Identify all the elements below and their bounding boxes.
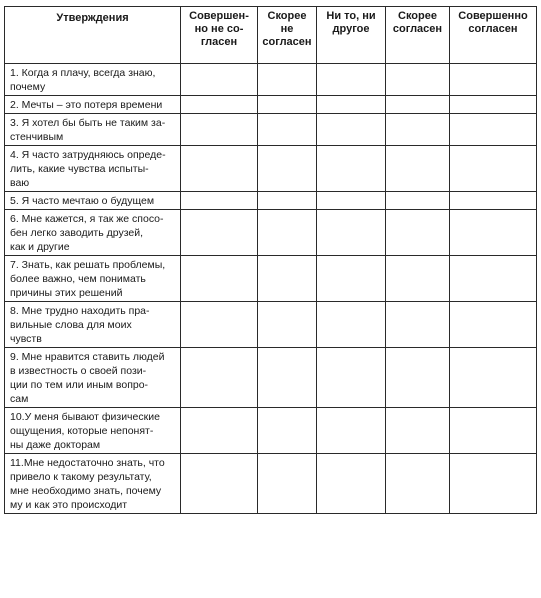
header-line: согласен bbox=[262, 36, 312, 48]
table-row bbox=[5, 408, 537, 454]
answer-cell-strongly-agree[interactable] bbox=[450, 96, 537, 114]
statement-line: мне необходимо знать, почему bbox=[10, 485, 162, 497]
table-row bbox=[5, 348, 537, 408]
answer-cell-strongly-disagree[interactable] bbox=[181, 64, 258, 96]
answer-cell-rather-disagree[interactable] bbox=[258, 114, 317, 146]
statement-line: 7. Знать, как решать проблемы, bbox=[10, 259, 166, 271]
answer-cell-strongly-agree[interactable] bbox=[450, 64, 537, 96]
answer-cell-neutral[interactable] bbox=[317, 114, 386, 146]
header-line: Скорее bbox=[267, 10, 307, 22]
table-row bbox=[5, 256, 537, 302]
statement-line: 6. Мне кажется, я так же спосо- bbox=[10, 213, 164, 225]
statement-cell bbox=[5, 348, 181, 408]
statement-line: ции по тем или иным вопро- bbox=[10, 379, 149, 391]
answer-cell-rather-disagree[interactable] bbox=[258, 454, 317, 514]
answer-cell-rather-agree[interactable] bbox=[386, 210, 450, 256]
answer-cell-strongly-agree[interactable] bbox=[450, 210, 537, 256]
answer-cell-strongly-disagree[interactable] bbox=[181, 454, 258, 514]
statement-line: 1. Когда я плачу, всегда знаю, bbox=[10, 67, 156, 79]
answer-cell-neutral[interactable] bbox=[317, 96, 386, 114]
header-line: Ни то, ни bbox=[326, 10, 376, 22]
statement-cell bbox=[5, 210, 181, 256]
answer-cell-rather-agree[interactable] bbox=[386, 114, 450, 146]
answer-cell-rather-disagree[interactable] bbox=[258, 302, 317, 348]
header-line: Совершен- bbox=[189, 10, 249, 22]
answer-cell-rather-agree[interactable] bbox=[386, 192, 450, 210]
statement-line: ваю bbox=[10, 177, 30, 189]
statement-line: бен легко заводить друзей, bbox=[10, 227, 144, 239]
table-row bbox=[5, 114, 537, 146]
header-rather-agree bbox=[386, 7, 450, 64]
header-strongly-agree bbox=[450, 7, 537, 64]
answer-cell-neutral[interactable] bbox=[317, 146, 386, 192]
answer-cell-rather-disagree[interactable] bbox=[258, 146, 317, 192]
header-line: но не со- bbox=[194, 23, 244, 35]
table-row bbox=[5, 146, 537, 192]
answer-cell-strongly-disagree[interactable] bbox=[181, 408, 258, 454]
answer-cell-neutral[interactable] bbox=[317, 348, 386, 408]
header-strongly-disagree bbox=[181, 7, 258, 64]
statement-line: 3. Я хотел бы быть не таким за- bbox=[10, 117, 166, 129]
statement-cell bbox=[5, 64, 181, 96]
statement-cell bbox=[5, 454, 181, 514]
answer-cell-neutral[interactable] bbox=[317, 454, 386, 514]
statement-cell bbox=[5, 192, 181, 210]
answer-cell-strongly-disagree[interactable] bbox=[181, 96, 258, 114]
statement-line: лить, какие чувства испыты- bbox=[10, 163, 149, 175]
statement-line: привело к такому результату, bbox=[10, 471, 152, 483]
answer-cell-strongly-disagree[interactable] bbox=[181, 114, 258, 146]
statement-line: почему bbox=[10, 81, 46, 93]
answer-cell-strongly-disagree[interactable] bbox=[181, 192, 258, 210]
table-row bbox=[5, 64, 537, 96]
table-row bbox=[5, 454, 537, 514]
answer-cell-neutral[interactable] bbox=[317, 256, 386, 302]
header-statements bbox=[5, 7, 181, 64]
header-line: гласен bbox=[200, 36, 238, 48]
statement-line: более важно, чем понимать bbox=[10, 273, 146, 285]
header-row bbox=[5, 7, 537, 64]
header-line: другое bbox=[332, 23, 370, 35]
statement-line: причины этих решений bbox=[10, 287, 123, 299]
answer-cell-strongly-agree[interactable] bbox=[450, 146, 537, 192]
header-line: Утверждения bbox=[56, 12, 129, 24]
statement-line: чувств bbox=[10, 333, 42, 345]
answer-cell-rather-agree[interactable] bbox=[386, 454, 450, 514]
statement-line: как и другие bbox=[10, 241, 70, 253]
answer-cell-neutral[interactable] bbox=[317, 64, 386, 96]
statement-cell bbox=[5, 302, 181, 348]
header-rather-disagree bbox=[258, 7, 317, 64]
answer-cell-strongly-agree[interactable] bbox=[450, 114, 537, 146]
statement-line: 5. Я часто мечтаю о будущем bbox=[10, 195, 155, 207]
header-line: Совершенно bbox=[458, 10, 528, 22]
answer-cell-rather-agree[interactable] bbox=[386, 96, 450, 114]
answer-cell-neutral[interactable] bbox=[317, 210, 386, 256]
table-row bbox=[5, 96, 537, 114]
questionnaire-table bbox=[4, 6, 537, 514]
answer-cell-strongly-disagree[interactable] bbox=[181, 302, 258, 348]
answer-cell-strongly-agree[interactable] bbox=[450, 192, 537, 210]
answer-cell-rather-disagree[interactable] bbox=[258, 96, 317, 114]
table-row bbox=[5, 210, 537, 256]
answer-cell-rather-agree[interactable] bbox=[386, 408, 450, 454]
statement-line: 11.Мне недостаточно знать, что bbox=[10, 457, 165, 469]
answer-cell-strongly-agree[interactable] bbox=[450, 408, 537, 454]
answer-cell-rather-agree[interactable] bbox=[386, 146, 450, 192]
statement-line: 8. Мне трудно находить пра- bbox=[10, 305, 150, 317]
answer-cell-rather-disagree[interactable] bbox=[258, 408, 317, 454]
header-neutral bbox=[317, 7, 386, 64]
answer-cell-rather-disagree[interactable] bbox=[258, 210, 317, 256]
answer-cell-strongly-agree[interactable] bbox=[450, 256, 537, 302]
answer-cell-rather-disagree[interactable] bbox=[258, 192, 317, 210]
answer-cell-rather-agree[interactable] bbox=[386, 256, 450, 302]
answer-cell-neutral[interactable] bbox=[317, 408, 386, 454]
statement-line: 9. Мне нравится ставить людей bbox=[10, 351, 165, 363]
header-line: согласен bbox=[392, 23, 443, 35]
answer-cell-neutral[interactable] bbox=[317, 302, 386, 348]
statement-line: му и как это происходит bbox=[10, 499, 128, 511]
answer-cell-neutral[interactable] bbox=[317, 192, 386, 210]
statement-line: стенчивым bbox=[10, 131, 64, 143]
answer-cell-rather-disagree[interactable] bbox=[258, 256, 317, 302]
statement-cell bbox=[5, 146, 181, 192]
statement-cell bbox=[5, 256, 181, 302]
statement-cell bbox=[5, 96, 181, 114]
answer-cell-rather-agree[interactable] bbox=[386, 64, 450, 96]
statement-line: ощущения, которые непонят- bbox=[10, 425, 154, 437]
answer-cell-strongly-agree[interactable] bbox=[450, 302, 537, 348]
answer-cell-rather-disagree[interactable] bbox=[258, 348, 317, 408]
statement-cell bbox=[5, 408, 181, 454]
answer-cell-rather-agree[interactable] bbox=[386, 302, 450, 348]
header-line: не bbox=[280, 23, 294, 35]
answer-cell-strongly-disagree[interactable] bbox=[181, 348, 258, 408]
statement-line: 4. Я часто затрудняюсь опреде- bbox=[10, 149, 166, 161]
header-line: Скорее bbox=[398, 10, 437, 22]
statement-line: вильные слова для моих bbox=[10, 319, 132, 331]
answer-cell-strongly-agree[interactable] bbox=[450, 348, 537, 408]
answer-cell-strongly-disagree[interactable] bbox=[181, 256, 258, 302]
answer-cell-strongly-agree[interactable] bbox=[450, 454, 537, 514]
statement-line: в известность о своей пози- bbox=[10, 365, 147, 377]
table-row bbox=[5, 192, 537, 210]
statement-line: 10.У меня бывают физические bbox=[10, 411, 160, 423]
table-row bbox=[5, 302, 537, 348]
statement-cell bbox=[5, 114, 181, 146]
answer-cell-rather-agree[interactable] bbox=[386, 348, 450, 408]
statement-line: 2. Мечты – это потеря времени bbox=[10, 99, 163, 111]
answer-cell-strongly-disagree[interactable] bbox=[181, 146, 258, 192]
header-line: согласен bbox=[468, 23, 518, 35]
answer-cell-rather-disagree[interactable] bbox=[258, 64, 317, 96]
statement-line: сам bbox=[10, 393, 29, 405]
answer-cell-strongly-disagree[interactable] bbox=[181, 210, 258, 256]
statement-line: ны даже докторам bbox=[10, 439, 101, 451]
